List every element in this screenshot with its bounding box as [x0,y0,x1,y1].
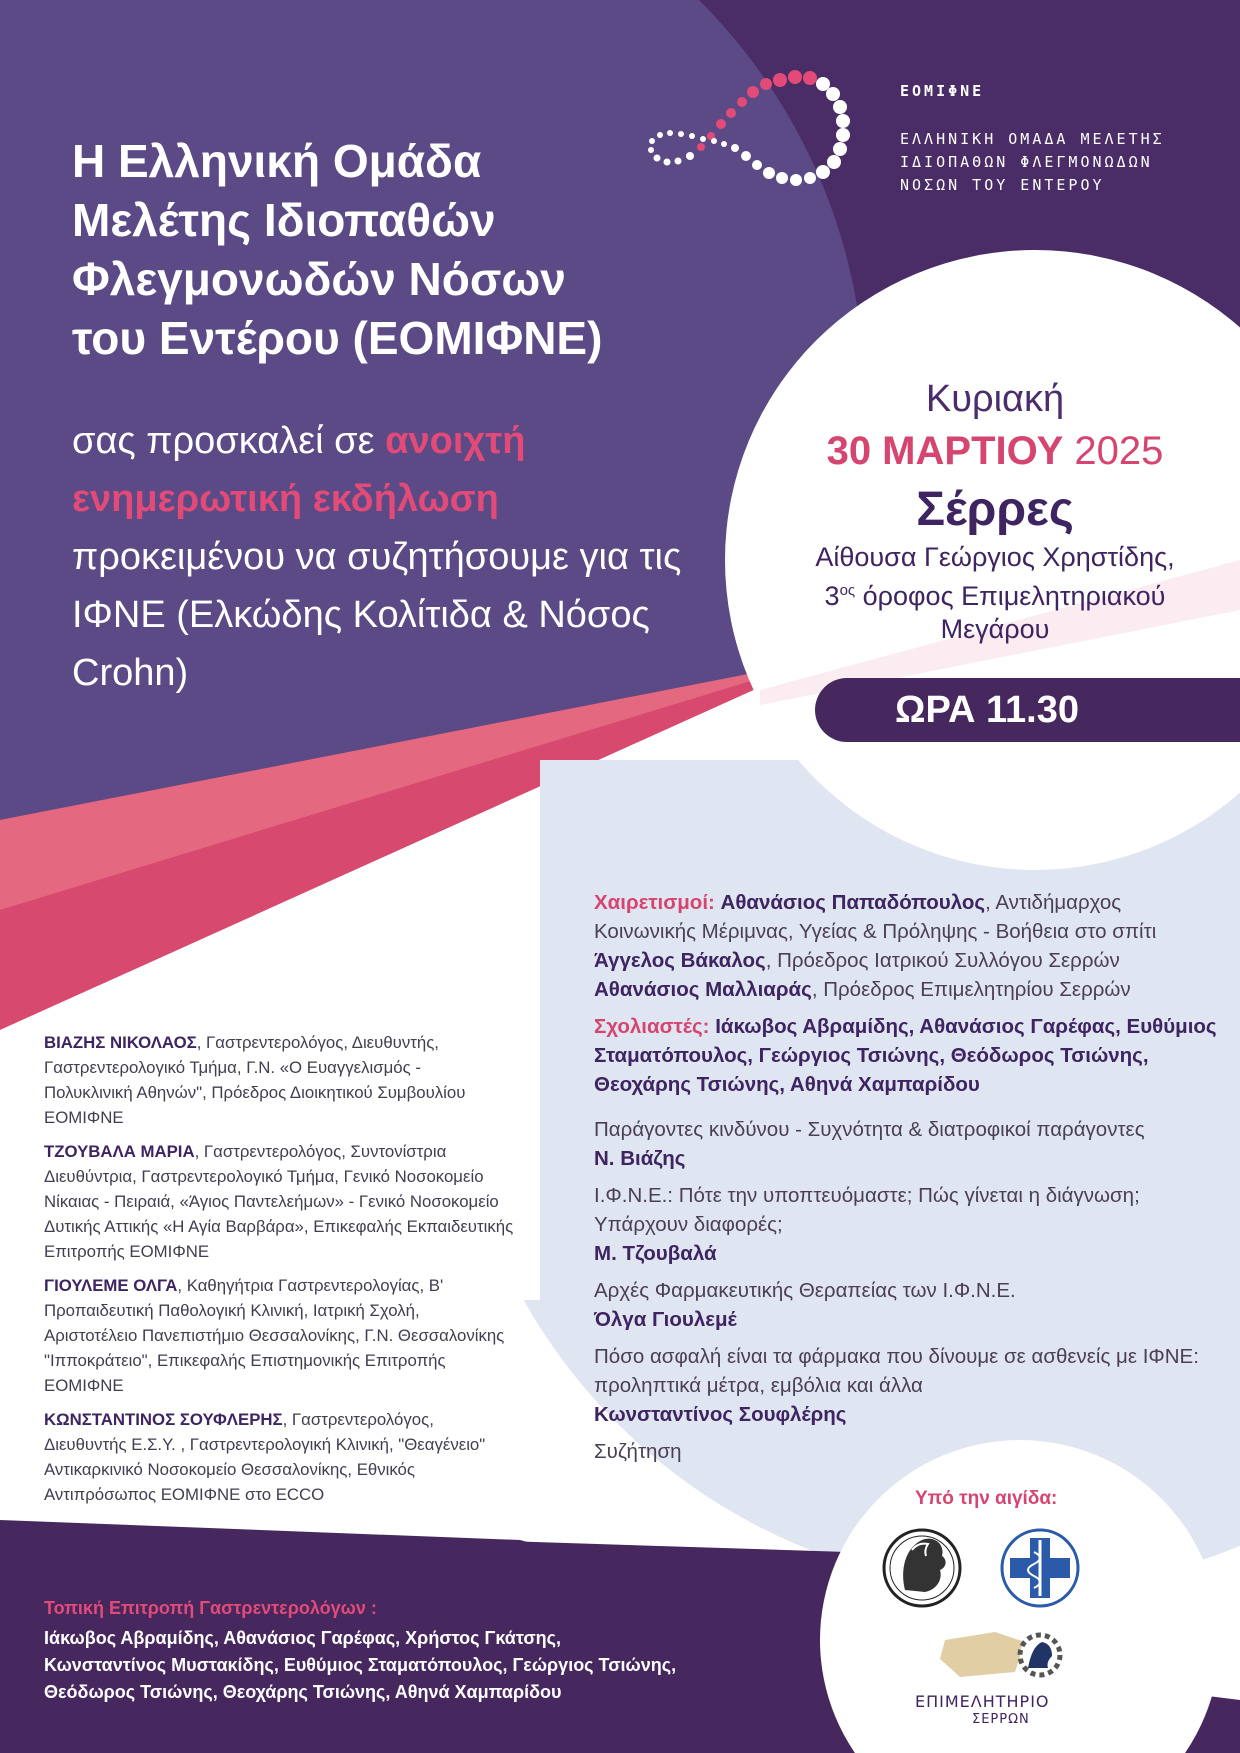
committee-line: Κωνσταντίνος Μυστακίδης, Ευθύμιος Σταματόπουλος, Γεώργιος Τσιώνης, [44,1655,677,1675]
title-line: Μελέτης Ιδιοπαθών [72,194,496,246]
talk-item [594,1181,1224,1268]
invite-intro: σας προσκαλεί σε [72,420,386,462]
local-committee-names [44,1625,744,1706]
greeter-role: , Πρόεδρος Ιατρικού Συλλόγου Σερρών [765,949,1120,972]
talk-speaker: Κωνσταντίνος Σουφλέρης [594,1403,847,1426]
greetings [594,888,1224,1004]
org-full-line: ΕΛΛΗΝΙΚΗ ΟΜΑΔΑ ΜΕΛΕΤΗΣ [900,130,1165,148]
title-line: του Εντέρου (ΕΟΜΙΦΝΕ) [72,312,603,364]
speaker-details: , Γαστρεντερολόγος, Διευθυντής, Γαστρεντερολογικό Τμήμα, Γ.Ν. «Ο Ευαγγελισμός - Πολυκλινική Αθηνών", Πρόεδρος Διοικητικού Συμβουλίου ΕΟΜΙΦΝΕ [44,1033,466,1127]
talk-speaker: Όλγα Γιουλεμέ [594,1308,737,1331]
speaker-bios [44,1030,514,1516]
local-committee-label: Τοπική Επιτροπή Γαστρεντερολόγων : [44,1598,377,1618]
title-line: Η Ελληνική Ομάδα [72,135,482,187]
invite-highlight: ανοιχτή ενημερωτική εκδήλωση [72,420,526,520]
commentators [594,1012,1224,1099]
invite-rest: προκειμένου να συζητήσουμε για τις ΙΦΝΕ (Ελκώδης Κολίτιδα & Νόσος Crohn) [72,536,682,694]
venue-line [780,574,1210,613]
talk-topic: Ι.Φ.Ν.Ε.: Πότε την υποπτευόμαστε; Πώς γίνεται η διάγνωση; Υπάρχουν διαφορές; [594,1184,1140,1236]
aegis-label: Υπό την αιγίδα: [915,1488,1058,1509]
event-date-day: 30 ΜΑΡΤΙΟΥ [826,429,1064,473]
greeter-name: Άγγελος Βάκαλος [594,949,766,972]
discussion: Συζήτηση [594,1440,682,1463]
greeter-name: Αθανάσιος Μαλλιαράς [594,978,812,1001]
venue-line: Μεγάρου [940,614,1050,644]
committee-line: Θεόδωρος Τσιώνης, Θεοχάρης Τσιώνης, Αθηνά Χαμπαρίδου [44,1682,562,1702]
event-details [780,375,1210,646]
talk-topic: Αρχές Φαρμακευτικής Θεραπείας των Ι.Φ.Ν.Ε. [594,1279,1016,1302]
venue-line: Αίθουσα Γεώργιος Χρηστίδης, [815,542,1175,572]
org-full-line: ΝΟΣΩΝ ΤΟΥ ΕΝΤΕΡΟΥ [900,176,1105,194]
chamber-logo-icon [940,1632,1060,1677]
talk-speaker: Μ. Τζουβαλά [594,1242,717,1265]
talk-item [594,1276,1224,1334]
org-short-name: ΕΟΜΙΦΝΕ [900,82,985,100]
program [594,888,1224,1466]
event-year: 2025 [1074,429,1164,473]
speaker-bio [44,1407,514,1507]
talk-item [594,1115,1224,1173]
invitation-text [72,412,712,702]
greeter-role: , Αντιδήμαρχος Κοινωνικής Μέριμνας, Υγείας & Πρόληψης - Βοήθεια στο σπίτι [594,891,1157,943]
committee-line: Ιάκωβος Αβραμίδης, Αθανάσιος Γαρέφας, Χρήστος Γκάτσης, [44,1628,562,1648]
venue-floor-suffix: ος [839,582,856,599]
speaker-bio [44,1030,514,1130]
chamber-name: ΕΠΙΜΕΛΗΤΗΡΙΟ [915,1692,1050,1711]
speaker-details: , Καθηγήτρια Γαστρεντερολογίας, Β' Προπαιδευτική Παθολογική Κλινική, Ιατρική Σχολή, Αριστοτέλειο Πανεπιστήμιο Θεσσαλονίκης, Γ.Ν. Θεσσαλονίκης "Ιπποκράτειο", Επικεφαλής Επιστημονικής Επιτροπής ΕΟΜΙΦΝΕ [44,1276,505,1395]
title-line: Φλεγμονωδών Νόσων [72,253,566,305]
org-full-name [900,128,1165,197]
speaker-name: ΓΙΟΥΛΕΜΕ ΟΛΓΑ [44,1276,178,1295]
commentators-label: Σχολιαστές: [594,1015,710,1038]
speaker-bio [44,1273,514,1398]
talk-topic: Παράγοντες κινδύνου - Συχνότητα & διατροφικοί παράγοντες [594,1118,1145,1141]
page-title [72,132,692,368]
speaker-details: , Γαστρεντερολόγος, Διευθυντής Ε.Σ.Υ. , Γαστρεντερολογική Κλινική, "Θεαγένειο" Αντικαρκινικό Νοσοκομείο Θεσσαλονίκης, Εθνικός Αντιπρόσωπος ΕΟΜΙΦΝΕ στο ECCO [44,1410,486,1504]
speaker-bio [44,1139,514,1264]
speaker-name: ΤΖΟΥΒΑΛΑ ΜΑΡΙΑ [44,1142,195,1161]
speaker-name: ΒΙΑΖΗΣ ΝΙΚΟΛΑΟΣ [44,1033,197,1052]
event-time-badge: ΩΡΑ 11.30 [815,678,1240,742]
event-date [780,423,1210,479]
commentators-names: Ιάκωβος Αβραμίδης, Αθανάσιος Γαρέφας, Ευθύμιος Σταματόπουλος, Γεώργιος Τσιώνης, Θεόδωρος Τσιώνης, Θεοχάρης Τσιώνης, Αθηνά Χαμπαρίδου [594,1015,1217,1096]
medical-association-logo-icon [1002,1530,1078,1606]
chamber-city: ΣΕΡΡΩΝ [972,1712,1030,1727]
event-weekday: Κυριακή [925,378,1065,420]
greeter-role: , Πρόεδρος Επιμελητηρίου Σερρών [811,978,1131,1001]
event-venue [780,541,1210,646]
venue-floor-number: 3 [824,581,840,611]
org-full-line: ΙΔΙΟΠΑΘΩΝ ΦΛΕΓΜΟΝΩΔΩΝ [900,153,1153,171]
event-city: Σέρρες [916,483,1074,536]
venue-floor-text: όροφος Επιμελητηριακού [855,581,1166,611]
speaker-details: , Γαστρεντερολόγος, Συντονίστρια Διευθύντρια, Γαστρεντερολογικό Τμήμα, Γενικό Νοσοκομείο Νίκαιας - Πειραιά, «Άγιος Παντελεήμων» - Γενικό Νοσοκομείο Δυτικής Αττικής «Η Αγία Βαρβάρα», Επικεφαλής Εκπαιδευτικής Επιτροπής ΕΟΜΙΦΝΕ [44,1142,514,1261]
talk-speaker: Ν. Βιάζης [594,1147,686,1170]
talk-topic: Πόσο ασφαλή είναι τα φάρμακα που δίνουμε σε ασθενείς με ΙΦΝΕ: προληπτικά μέτρα, εμβόλια και άλλα [594,1345,1199,1397]
municipality-logo-icon [884,1530,960,1606]
greetings-label: Χαιρετισμοί: [594,891,715,914]
speaker-name: ΚΩΝΣΤΑΝΤΙΝΟΣ ΣΟΥΦΛΕΡΗΣ [44,1410,283,1429]
talk-item [594,1342,1224,1429]
greeter-name: Αθανάσιος Παπαδόπουλος [720,891,986,914]
